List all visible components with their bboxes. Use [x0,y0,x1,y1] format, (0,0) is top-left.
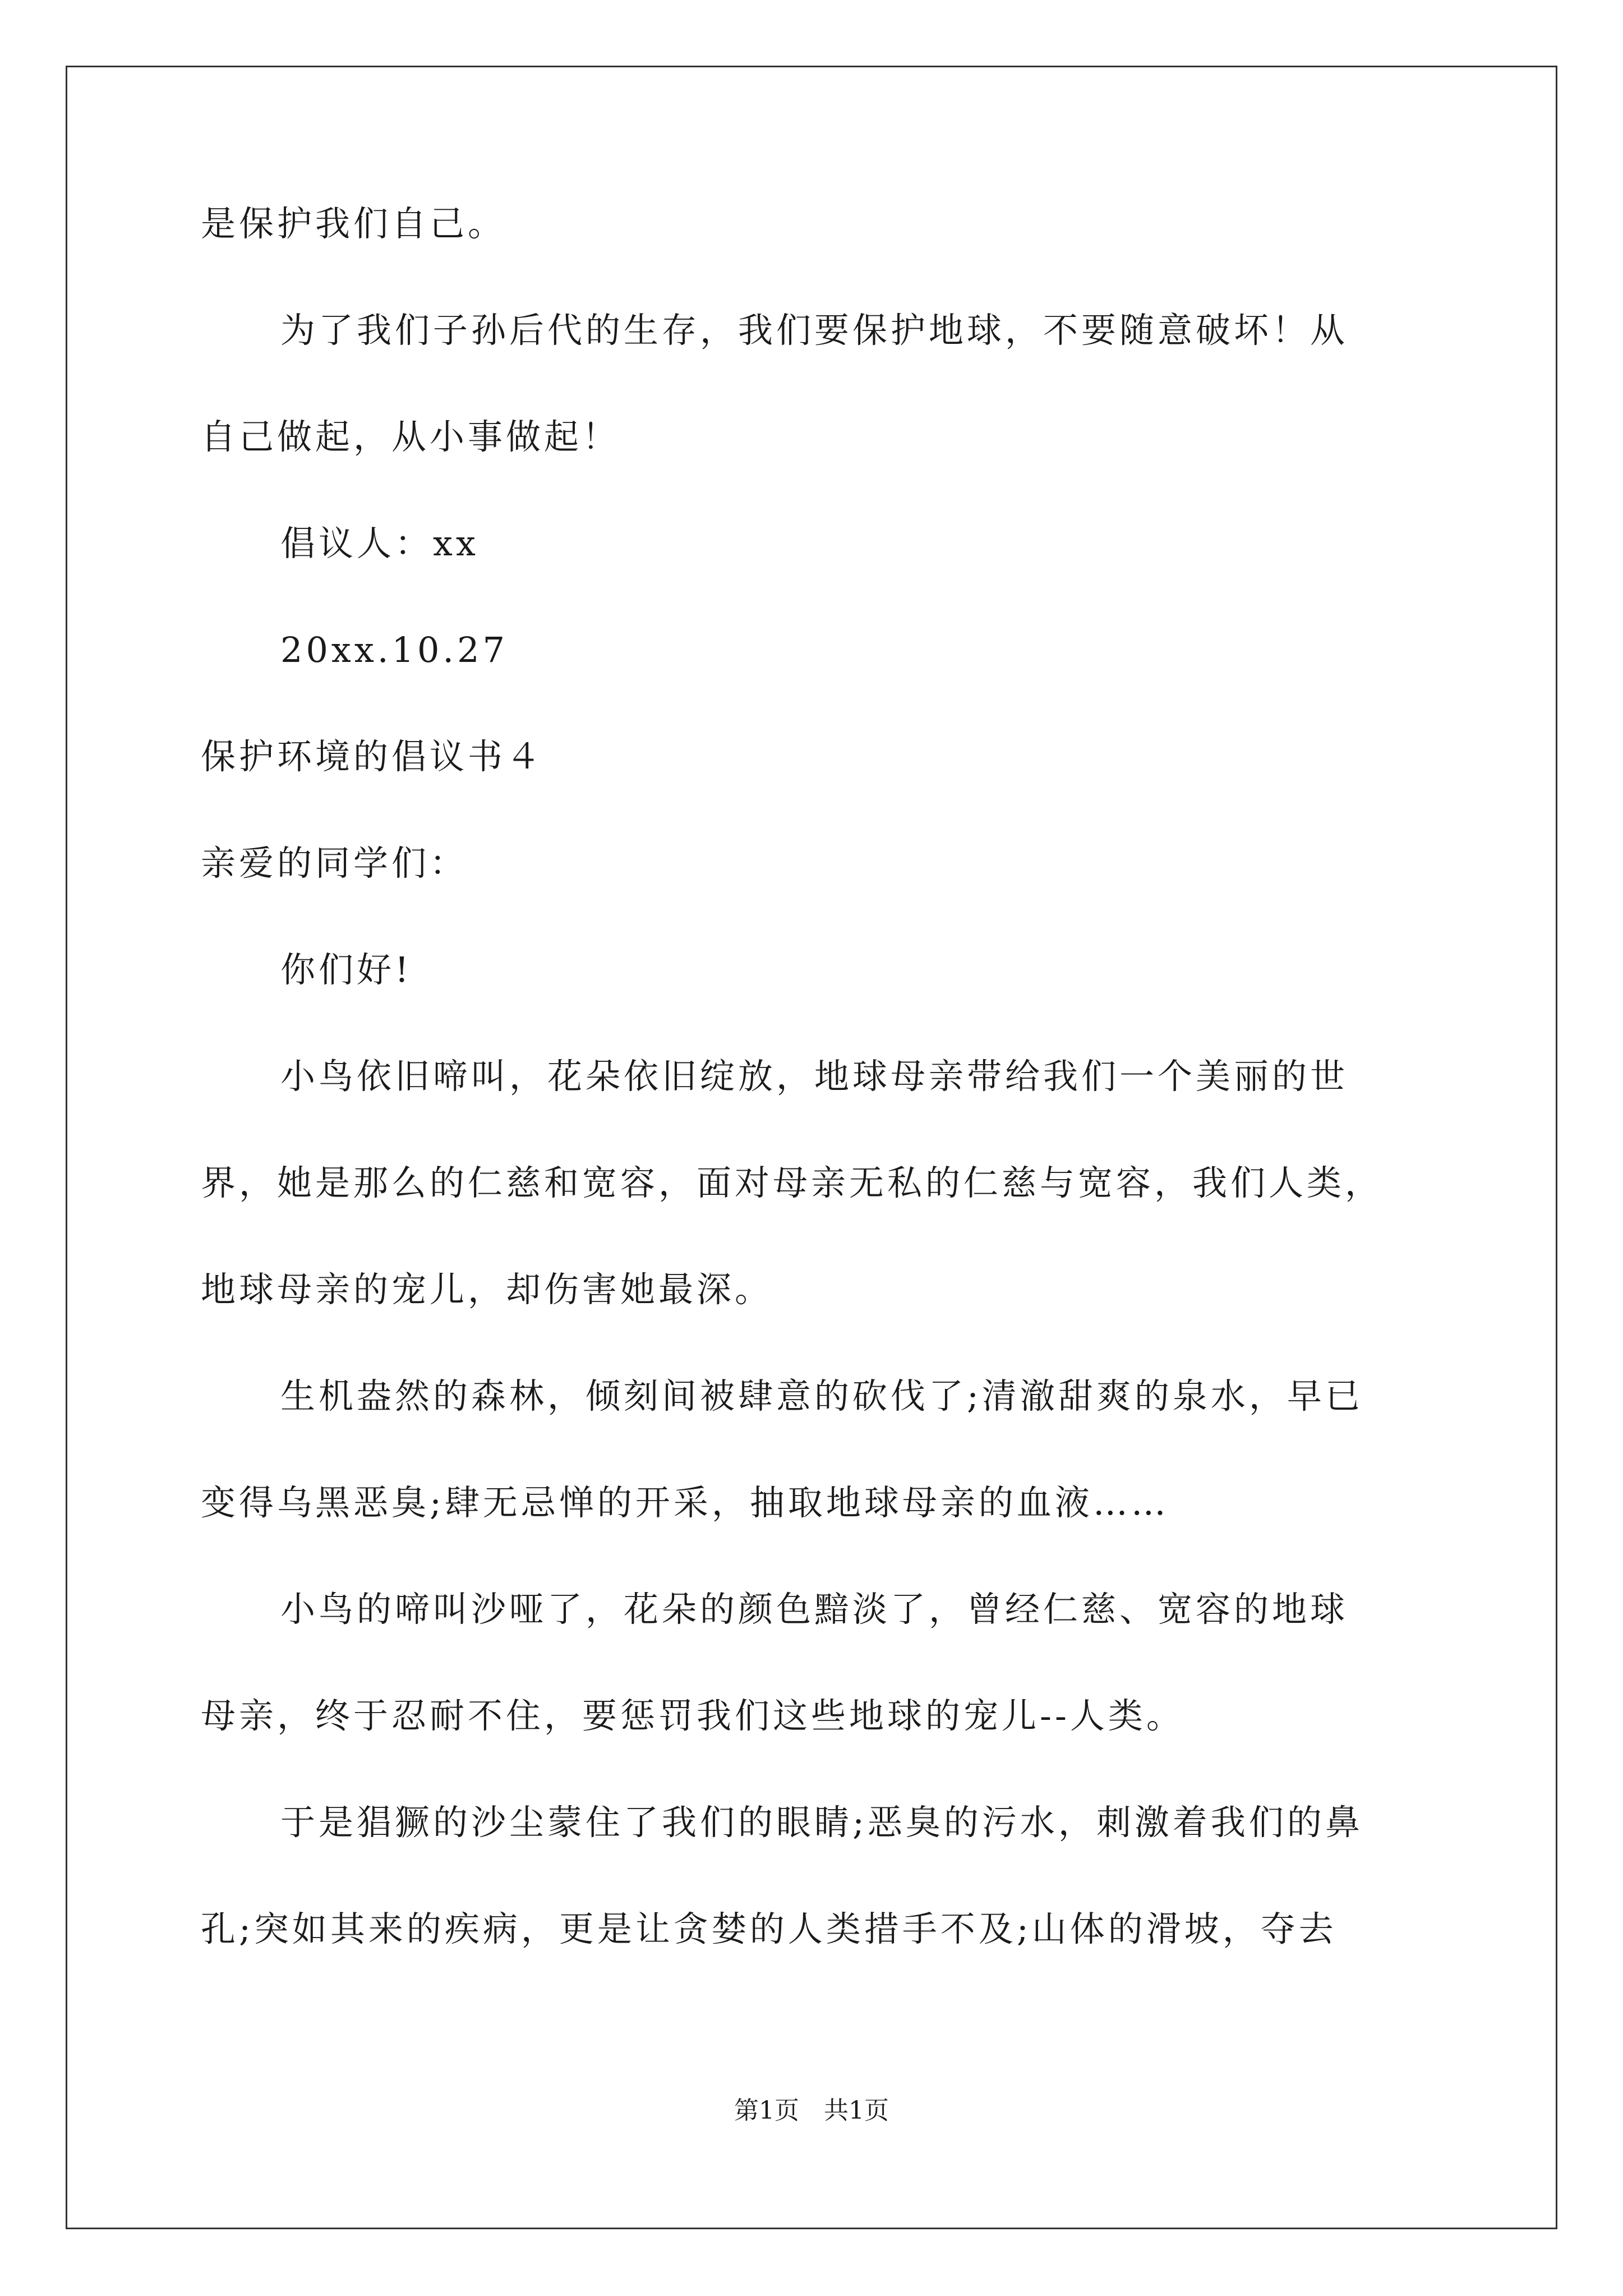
signer-line: 倡议人：xx [280,523,479,564]
page-footer: 第1页 共1页 [734,2096,889,2125]
text-line: 是保护我们自己。 [201,203,506,244]
text-line: 地球母亲的宠儿，却伤害她最深。 [201,1269,773,1310]
text-line: 孔;突如其来的疾病，更是让贪婪的人类措手不及;山体的滑坡，夺去 [201,1908,1337,1949]
text-line: 为了我们子孙后代的生存，我们要保护地球，不要随意破坏！从 [280,310,1349,351]
text-line: 小鸟的啼叫沙哑了，花朵的颜色黯淡了，曾经仁慈、宽容的地球 [280,1589,1349,1630]
text-line: 生机盎然的森林，倾刻间被肆意的砍伐了;清澈甜爽的泉水，早已 [280,1375,1363,1416]
text-line: 小鸟依旧啼叫，花朵依旧绽放，地球母亲带给我们一个美丽的世 [280,1056,1349,1097]
text-line: 自己做起，从小事做起！ [201,416,621,457]
date-line: 20xx.10.27 [280,629,509,670]
greeting: 你们好! [280,949,412,990]
section-title: 保护环境的倡议书４ [201,736,545,777]
text-line: 变得乌黑恶臭;肆无忌惮的开采，抽取地球母亲的血液…… [201,1482,1169,1523]
text-line: 母亲，终于忍耐不住，要惩罚我们这些地球的宠儿--人类。 [201,1695,1184,1736]
page-border [66,66,1557,2229]
text-line: 界，她是那么的仁慈和宽容，面对母亲无私的仁慈与宽容，我们人类， [201,1162,1384,1203]
text-line: 于是猖獗的沙尘蒙住了我们的眼睛;恶臭的污水，刺激着我们的鼻 [280,1802,1363,1843]
salutation: 亲爱的同学们： [201,843,468,884]
